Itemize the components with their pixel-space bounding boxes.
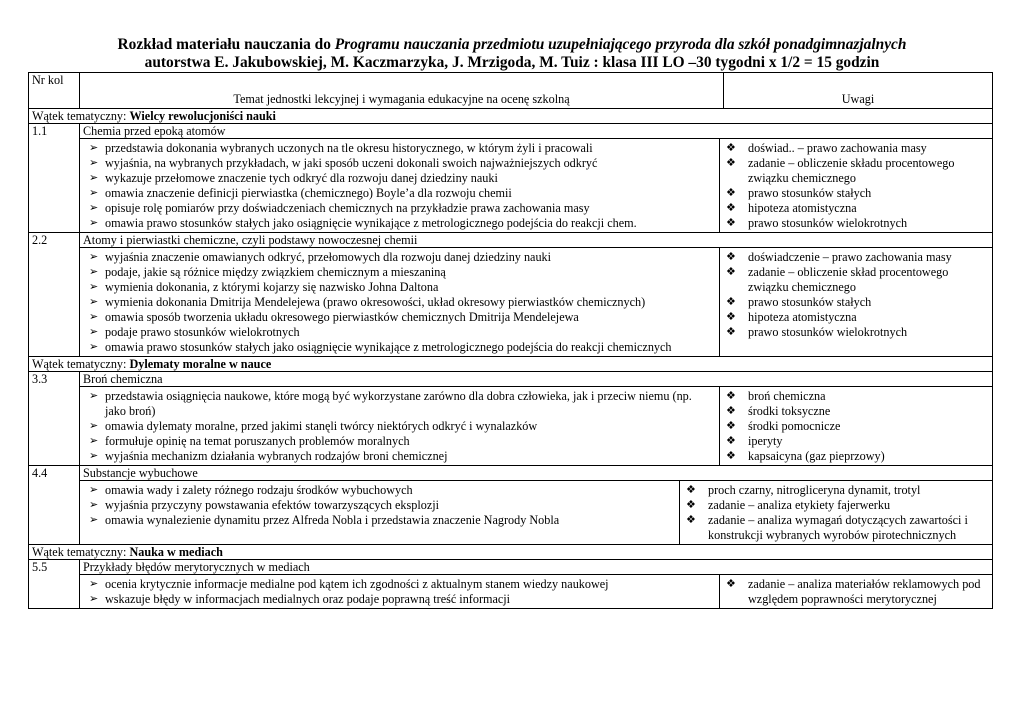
diamond-bullet-icon: ❖ (726, 266, 736, 278)
thread-row (29, 109, 993, 124)
note-item (726, 325, 985, 340)
requirement-item (87, 389, 715, 419)
diamond-bullet-icon: ❖ (726, 435, 736, 447)
requirement-item (87, 498, 675, 513)
requirement-text: omawia dylematy moralne, przed jakimi stanęli twórcy niektórych odkryć i wynalazków (105, 419, 538, 433)
arrow-bullet-icon: ➢ (89, 484, 99, 496)
lesson-content (83, 481, 989, 544)
diamond-bullet-icon: ❖ (726, 157, 736, 169)
arrow-bullet-icon: ➢ (89, 390, 99, 402)
note-item (726, 419, 985, 434)
arrow-bullet-icon: ➢ (89, 326, 99, 338)
thread-prefix: Wątek tematyczny: (32, 545, 130, 559)
lesson-content (83, 387, 989, 465)
arrow-bullet-icon: ➢ (89, 450, 99, 462)
lesson-number: 3.3 (29, 372, 80, 466)
requirements-list (87, 250, 715, 355)
lesson-content-cell (80, 387, 993, 466)
note-item (726, 186, 985, 201)
diamond-bullet-icon: ❖ (726, 405, 736, 417)
note-text: doświadczenie – prawo zachowania masy (748, 250, 952, 264)
requirements-column (83, 248, 719, 356)
requirements-list (87, 141, 715, 231)
thread-prefix: Wątek tematyczny: (32, 109, 130, 123)
diamond-bullet-icon: ❖ (726, 450, 736, 462)
note-text: prawo stosunków stałych (748, 186, 872, 200)
note-item (726, 250, 985, 265)
thread-row (29, 357, 993, 372)
note-text: doświad.. – prawo zachowania masy (748, 141, 927, 155)
requirement-text: wymienia dokonania, z którymi kojarzy się nazwisko Johna Daltona (105, 280, 439, 294)
header-topic-cell: Temat jednostki lekcyjnej i wymagania edukacyjne na ocenę szkolną (80, 73, 724, 109)
lesson-title: Substancje wybuchowe (80, 466, 993, 481)
notes-column (719, 139, 989, 232)
arrow-bullet-icon: ➢ (89, 435, 99, 447)
lesson-title-row (29, 372, 993, 387)
arrow-bullet-icon: ➢ (89, 593, 99, 605)
requirement-text: wykazuje przełomowe znaczenie tych odkryć dla rozwoju danej dziedziny nauki (105, 171, 498, 185)
diamond-bullet-icon: ❖ (726, 142, 736, 154)
requirement-text: przedstawia dokonania wybranych uczonych na tle okresu historycznego, w którym żyli i pracowali (105, 141, 593, 155)
note-text: zadanie – analiza etykiety fajerwerku (708, 498, 891, 512)
arrow-bullet-icon: ➢ (89, 499, 99, 511)
header-nr-cell: Nr kol (29, 73, 80, 109)
lesson-content (83, 139, 989, 232)
requirements-column (83, 139, 719, 232)
lesson-number: 4.4 (29, 466, 80, 545)
note-text: kapsaicyna (gaz pieprzowy) (748, 449, 885, 463)
note-item (726, 141, 985, 156)
thread-cell (29, 109, 993, 124)
requirement-item (87, 513, 675, 528)
note-item (726, 216, 985, 231)
note-item (726, 156, 985, 186)
table-header-row (29, 73, 993, 109)
note-item (726, 389, 985, 404)
requirements-column (83, 481, 679, 544)
note-text: środki pomocnicze (748, 419, 841, 433)
arrow-bullet-icon: ➢ (89, 296, 99, 308)
requirement-text: omawia prawo stosunków stałych jako osiągnięcie wynikające z metrologicznego podejścia do reakcji chemicznych (105, 340, 672, 354)
arrow-bullet-icon: ➢ (89, 142, 99, 154)
lesson-title-row (29, 124, 993, 139)
lesson-number: 1.1 (29, 124, 80, 233)
thread-title: Wielcy rewolucjoniści nauki (129, 109, 276, 123)
note-text: prawo stosunków stałych (748, 295, 872, 309)
requirement-item (87, 325, 715, 340)
thread-cell (29, 545, 993, 560)
requirement-text: podaje, jakie są różnice między związkiem chemicznym a mieszaniną (105, 265, 446, 279)
diamond-bullet-icon: ❖ (726, 187, 736, 199)
lesson-content-cell (80, 248, 993, 357)
document-heading (0, 36, 1024, 72)
notes-list (686, 483, 985, 543)
diamond-bullet-icon: ❖ (686, 499, 696, 511)
lesson-title-row (29, 560, 993, 575)
arrow-bullet-icon: ➢ (89, 251, 99, 263)
requirement-item (87, 141, 715, 156)
requirement-text: wyjaśnia przyczyny powstawania efektów towarzyszących eksplozji (105, 498, 440, 512)
note-item (686, 483, 985, 498)
requirement-text: ocenia krytycznie informacje medialne pod kątem ich zgodności z aktualnym stanem wiedzy naukowej (105, 577, 609, 591)
requirement-text: opisuje rolę pomiarów przy doświadczeniach chemicznych na przykładzie prawa zachowania masy (105, 201, 590, 215)
note-item (726, 310, 985, 325)
requirement-text: przedstawia osiągnięcia naukowe, które mogą być wykorzystane zarówno dla dobra człowieka, jak i przeciw niemu (np. jako broń) (105, 389, 692, 418)
lesson-number: 5.5 (29, 560, 80, 609)
requirement-item (87, 449, 715, 464)
lesson-content-row (29, 248, 993, 357)
note-text: hipoteza atomistyczna (748, 201, 857, 215)
requirement-text: wyjaśnia znaczenie omawianych odkryć, przełomowych dla rozwoju danej dziedziny nauki (105, 250, 552, 264)
requirement-text: omawia wynalezienie dynamitu przez Alfreda Nobla i przedstawia znaczenie Nagrody Nobla (105, 513, 560, 527)
arrow-bullet-icon: ➢ (89, 578, 99, 590)
lesson-number: 2.2 (29, 233, 80, 357)
notes-list (726, 250, 985, 340)
notes-list (726, 141, 985, 231)
lesson-content-row (29, 575, 993, 609)
requirement-item (87, 201, 715, 216)
note-item (726, 295, 985, 310)
note-item (686, 498, 985, 513)
header-notes-cell: Uwagi (724, 73, 993, 109)
requirement-item (87, 171, 715, 186)
diamond-bullet-icon: ❖ (726, 420, 736, 432)
requirement-text: omawia wady i zalety różnego rodzaju środków wybuchowych (105, 483, 413, 497)
diamond-bullet-icon: ❖ (686, 484, 696, 496)
diamond-bullet-icon: ❖ (726, 326, 736, 338)
note-item (726, 404, 985, 419)
lesson-content (83, 248, 989, 356)
note-item (686, 513, 985, 543)
notes-list (726, 577, 985, 607)
diamond-bullet-icon: ❖ (726, 578, 736, 590)
note-text: zadanie – analiza materiałów reklamowych pod względem poprawności merytorycznej (748, 577, 981, 606)
note-text: zadanie – obliczenie składu procentowego związku chemicznego (748, 156, 955, 185)
thread-row (29, 545, 993, 560)
lesson-content-cell (80, 481, 993, 545)
lesson-content-row (29, 139, 993, 233)
requirement-item (87, 280, 715, 295)
notes-column (679, 481, 989, 544)
requirement-item (87, 250, 715, 265)
requirements-list (87, 577, 715, 607)
diamond-bullet-icon: ❖ (726, 217, 736, 229)
diamond-bullet-icon: ❖ (726, 311, 736, 323)
lesson-content (83, 575, 989, 608)
requirement-text: wyjaśnia, na wybranych przykładach, w jaki sposób uczeni dokonali swoich najważniejszych odkryć (105, 156, 598, 170)
notes-list (726, 389, 985, 464)
requirement-item (87, 577, 715, 592)
curriculum-table (28, 72, 993, 609)
requirement-item (87, 419, 715, 434)
lesson-content-row (29, 481, 993, 545)
note-text: środki toksyczne (748, 404, 831, 418)
lesson-title: Chemia przed epoką atomów (80, 124, 993, 139)
requirement-item (87, 434, 715, 449)
requirements-list (87, 389, 715, 464)
requirement-text: omawia sposób tworzenia układu okresowego pierwiastków chemicznych Dmitrija Mendelejewa (105, 310, 579, 324)
requirement-item (87, 156, 715, 171)
thread-cell (29, 357, 993, 372)
arrow-bullet-icon: ➢ (89, 266, 99, 278)
note-text: hipoteza atomistyczna (748, 310, 857, 324)
requirement-item (87, 265, 715, 280)
note-item (726, 201, 985, 216)
note-item (726, 449, 985, 464)
arrow-bullet-icon: ➢ (89, 514, 99, 526)
thread-prefix: Wątek tematyczny: (32, 357, 130, 371)
requirement-text: wskazuje błędy w informacjach medialnych oraz podaje poprawną treść informacji (105, 592, 511, 606)
arrow-bullet-icon: ➢ (89, 202, 99, 214)
lesson-title: Atomy i pierwiastki chemiczne, czyli podstawy nowoczesnej chemii (80, 233, 993, 248)
note-text: zadanie – analiza wymagań dotyczących zawartości i konstrukcji wybranych wyrobów pirotechnicznych (708, 513, 968, 542)
diamond-bullet-icon: ❖ (726, 296, 736, 308)
requirement-item (87, 295, 715, 310)
heading-line-1 (0, 36, 1024, 54)
arrow-bullet-icon: ➢ (89, 172, 99, 184)
requirement-text: formułuje opinię na temat poruszanych problemów moralnych (105, 434, 410, 448)
requirement-text: omawia prawo stosunków stałych jako osiągnięcie wynikające z metrologicznego podejścia do reakcji chem. (105, 216, 637, 230)
note-text: prawo stosunków wielokrotnych (748, 216, 908, 230)
requirement-item (87, 216, 715, 231)
lesson-content-row (29, 387, 993, 466)
note-item (726, 577, 985, 607)
diamond-bullet-icon: ❖ (686, 514, 696, 526)
lesson-title: Przykłady błędów merytorycznych w mediach (80, 560, 993, 575)
note-item (726, 434, 985, 449)
note-text: zadanie – obliczenie skład procentowego związku chemicznego (748, 265, 949, 294)
lesson-title: Broń chemiczna (80, 372, 993, 387)
note-text: iperyty (748, 434, 783, 448)
note-item (726, 265, 985, 295)
lesson-title-row (29, 466, 993, 481)
notes-column (719, 248, 989, 356)
lesson-title-row (29, 233, 993, 248)
diamond-bullet-icon: ❖ (726, 251, 736, 263)
arrow-bullet-icon: ➢ (89, 217, 99, 229)
requirement-item (87, 340, 715, 355)
arrow-bullet-icon: ➢ (89, 187, 99, 199)
requirement-text: wyjaśnia mechanizm działania wybranych rodzajów broni chemicznej (105, 449, 448, 463)
note-text: broń chemiczna (748, 389, 826, 403)
note-text: prawo stosunków wielokrotnych (748, 325, 908, 339)
thread-title: Dylematy moralne w nauce (129, 357, 272, 371)
arrow-bullet-icon: ➢ (89, 157, 99, 169)
requirement-text: omawia znaczenie definicji pierwiastka (chemicznego) Boyle’a dla rozwoju chemii (105, 186, 512, 200)
arrow-bullet-icon: ➢ (89, 420, 99, 432)
diamond-bullet-icon: ❖ (726, 202, 736, 214)
requirements-column (83, 575, 719, 608)
notes-column (719, 387, 989, 465)
note-text: proch czarny, nitrogliceryna dynamit, trotyl (708, 483, 921, 497)
arrow-bullet-icon: ➢ (89, 281, 99, 293)
thread-title: Nauka w mediach (129, 545, 223, 559)
heading-line-2: autorstwa E. Jakubowskiej, M. Kaczmarzyka, J. Mrzigoda, M. Tuiz : klasa III LO –30 tygodni x 1/2 = 15 godzin (144, 54, 880, 71)
requirement-item (87, 483, 675, 498)
lesson-content-cell (80, 575, 993, 609)
requirement-item (87, 186, 715, 201)
requirement-item (87, 592, 715, 607)
diamond-bullet-icon: ❖ (726, 390, 736, 402)
requirements-column (83, 387, 719, 465)
requirement-text: podaje prawo stosunków wielokrotnych (105, 325, 300, 339)
notes-column (719, 575, 989, 608)
requirement-item (87, 310, 715, 325)
requirement-text: wymienia dokonania Dmitrija Mendelejewa (prawo okresowości, układ okresowy pierwiastków chemicznych) (105, 295, 646, 309)
heading-program-name: Programu nauczania przedmiotu uzupełniającego przyroda dla szkół ponadgimnazjalnych (334, 36, 907, 53)
requirements-list (87, 483, 675, 528)
lesson-content-cell (80, 139, 993, 233)
heading-title-prefix: Rozkład materiału nauczania do (117, 36, 335, 53)
arrow-bullet-icon: ➢ (89, 311, 99, 323)
arrow-bullet-icon: ➢ (89, 341, 99, 353)
